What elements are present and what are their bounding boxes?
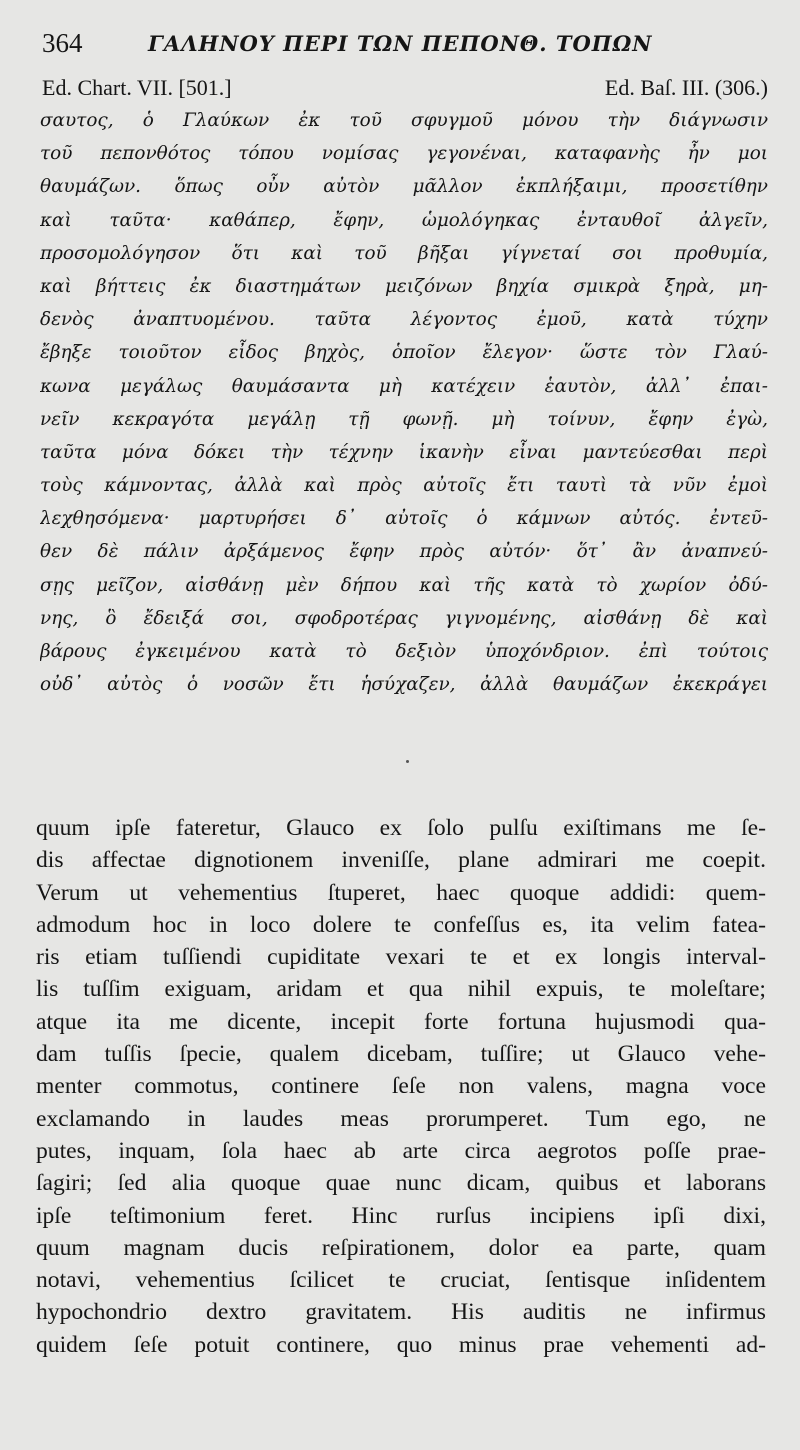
greek-line: σῃς μεῖζον, αἰσθάνῃ μὲν δήπου καὶ τῆς κατὰ τὸ χωρίον ὀδύ- [40,574,768,596]
latin-line: ſagiri; ſed alia quoque quae nunc dicam, quibus et laborans [36,1170,766,1197]
latin-line: quum magnam ducis reſpirationem, dolor ea parte, quam [36,1234,766,1261]
latin-line: notavi, vehementius ſcilicet te cruciat, ſentisque inſidentem [36,1267,766,1294]
latin-line: atque ita me dicente, incepit forte fortuna hujusmodi qua- [36,1008,766,1035]
latin-line: admodum hoc in loco dolere te confeſſus es, ita velim fatea- [36,911,766,938]
latin-line: ipſe teſtimonium feret. Hinc rurſus incipiens ipſi dixi, [36,1202,766,1229]
edition-reference-line [40,75,768,105]
latin-line: putes, inquam, ſola haec ab arte circa aegrotos poſſe prae- [36,1137,766,1164]
latin-line: lis tuſſim exiguam, aridam et qua nihil expuis, te moleſtare; [36,976,766,1003]
latin-line: dam tuſſis ſpecie, qualem dicebam, tuſſire; ut Glauco vehe- [36,1041,766,1068]
greek-line: καὶ βήττεις ἐκ διαστημάτων μειζόνων βηχία σμικρὰ ξηρὰ, μη- [40,275,768,297]
latin-line: hypochondrio dextro gravitatem. His auditis ne infirmus [36,1299,766,1326]
greek-line: προσομολόγησον ὅτι καὶ τοῦ βῆξαι γίγνεταί σοι προθυμία, [40,242,768,264]
greek-line: λεχθησόμενα· μαρτυρήσει δ᾽ αὐτοῖς ὁ κάμνων αὐτός. ἐντεῦ- [40,508,768,530]
greek-line: κωνα μεγάλως θαυμάσαντα μὴ κατέχειν ἑαυτὸν, ἀλλ᾽ ἐπαι- [40,375,768,397]
greek-line: τοὺς κάμνοντας, ἀλλὰ καὶ πρὸς αὐτοῖς ἔτι ταυτὶ τὰ νῦν ἐμοὶ [40,475,768,497]
latin-line: menter commotus, continere ſeſe non valens, magna voce [36,1073,766,1100]
page-number: 364 [42,28,83,58]
latin-line: quum ipſe fateretur, Glauco ex ſolo pulſu exiſtimans me ſe- [36,815,766,841]
edition-reference-basel: Ed. Baſ. III. (306.) [604,75,768,100]
latin-line: dis affectae dignotionem inveniſſe, plane admirari me coepit. [36,847,766,874]
greek-line: σαυτος, ὁ Γλαύκων ἐκ τοῦ σφυγμοῦ μόνου τὴν διάγνωσιν [40,110,768,131]
greek-line: νης, ὃ ἔδειξά σοι, σφοδροτέρας γιγνομένης, αἰσθάνῃ δὲ καὶ [40,607,768,629]
latin-line: ris etiam tuſſiendi cupiditate vexari te et ex longis interval- [36,944,766,971]
running-title: ΓΑΛΗΝΟΥ ΠΕΡΙ ΤΩΝ ΠΕΠΟΝΘ. ΤΟΠΩΝ [148,31,653,56]
greek-line: θαυμάζων. ὅπως οὖν αὐτὸν μᾶλλον ἐκπλήξαιμι, προσετίθην [40,176,768,198]
latin-line: quidem ſeſe potuit continere, quo minus prae vehementi ad- [36,1331,766,1358]
edition-reference-chartier: Ed. Chart. VII. [501.] [42,75,232,100]
greek-line: οὐδ᾽ αὐτὸς ὁ νοσῶν ἔτι ἡσύχαζεν, ἀλλὰ θαυμάζων ἐκεκράγει [40,674,768,696]
latin-text-block [36,812,766,1361]
greek-line: ἔβηξε τοιοῦτον εἶδος βηχὸς, ὁποῖον ἔλεγον· ὥστε τὸν Γλαύ- [40,342,768,364]
greek-line: ταῦτα μόνα δόκει τὴν τέχνην ἱκανὴν εἶναι μαντεύεσθαι περὶ [40,441,768,463]
latin-line: exclamando in laudes meas prorumperet. Tum ego, ne [36,1105,766,1132]
greek-line: θεν δὲ πάλιν ἀρξάμενος ἔφην πρὸς αὐτόν· ὅτ᾽ ἂν ἀναπνεύ- [40,541,768,563]
page-header [40,28,780,62]
greek-line: καὶ ταῦτα· καθάπερ, ἔφην, ὡμολόγηκας ἐνταυθοῖ ἀλγεῖν, [40,209,768,231]
greek-text-block [40,104,768,701]
greek-line: τοῦ πεπονθότος τόπου νομίσας γεγονέναι, καταφανὴς ἦν μοι [40,143,768,165]
greek-line: δενὸς ἀναπτυομένου. ταῦτα λέγοντος ἐμοῦ, κατὰ τύχην [40,309,768,331]
greek-line: νεῖν κεκραγότα μεγάλῃ τῇ φωνῇ. μὴ τοίνυν, ἔφην ἐγὼ, [40,408,768,430]
greek-line: βάρους ἐγκειμένου κατὰ τὸ δεξιὸν ὑποχόνδριον. ἐπὶ τούτοις [40,641,768,662]
latin-line: Verum ut vehementius ſtuperet, haec quoque addidi: quem- [36,879,766,906]
print-speck [406,760,409,763]
